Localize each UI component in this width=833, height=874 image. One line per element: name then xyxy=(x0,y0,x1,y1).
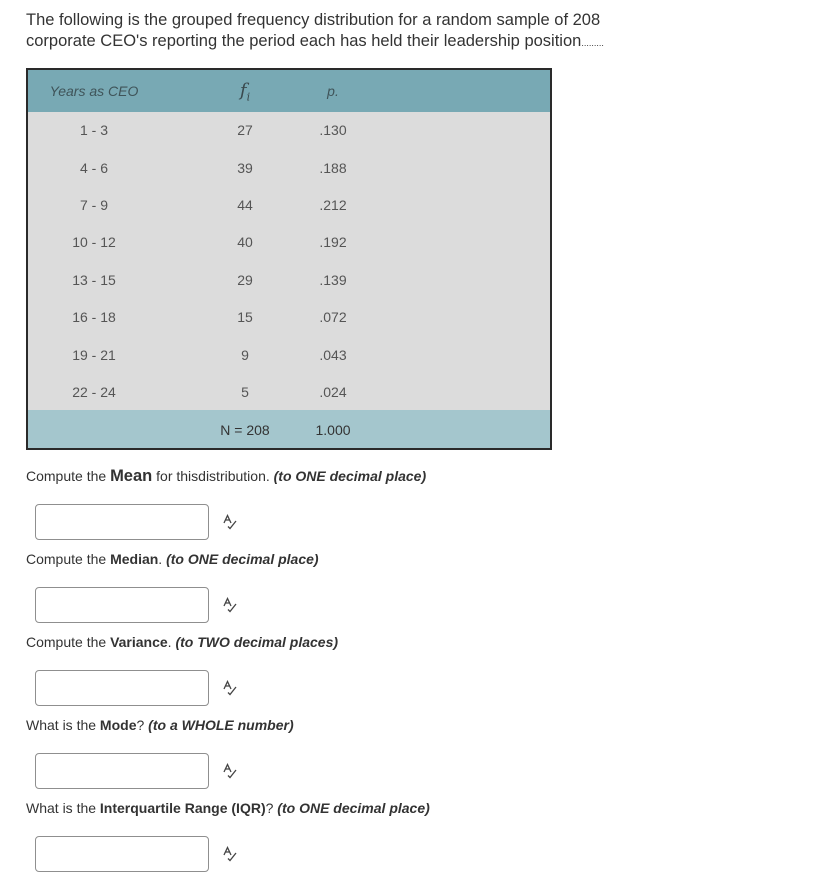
row-2-fi: 39 xyxy=(237,160,253,176)
q2-term: Median xyxy=(110,551,159,567)
q5-post: ? xyxy=(265,800,278,816)
table-footer xyxy=(28,410,550,448)
header-fi-sub: i xyxy=(246,90,251,104)
question-mean xyxy=(26,467,426,486)
q5-pre: What is the xyxy=(26,800,100,816)
row-5-fi: 29 xyxy=(237,272,253,288)
q4-hint: (to a WHOLE number) xyxy=(148,717,294,733)
row-7-years: 19 - 21 xyxy=(72,347,116,363)
q3-hint: (to TWO decimal places) xyxy=(175,634,339,650)
frequency-table xyxy=(26,68,552,450)
intro-dots: ......... xyxy=(581,38,604,48)
mode-answer-input[interactable] xyxy=(35,753,209,789)
q5-term: Interquartile Range (IQR) xyxy=(99,800,266,816)
q2-post: . xyxy=(158,551,167,567)
question-median xyxy=(26,551,319,567)
q2-pre: Compute the xyxy=(26,551,111,567)
q2-hint: (to ONE decimal place) xyxy=(166,551,319,567)
row-7-fi: 9 xyxy=(241,347,249,363)
row-4-fi: 40 xyxy=(237,234,253,250)
q4-term: Mode xyxy=(99,717,137,733)
row-5-years: 13 - 15 xyxy=(72,272,116,288)
row-1-years: 1 - 3 xyxy=(79,122,109,138)
variance-answer-input[interactable] xyxy=(35,670,209,706)
row-6-fi: 15 xyxy=(237,309,253,325)
q1-term: Mean xyxy=(110,467,153,485)
header-years: Years as CEO xyxy=(49,83,139,99)
spellcheck-icon[interactable] xyxy=(222,514,238,530)
q4-pre: What is the xyxy=(26,717,100,733)
question-variance xyxy=(26,634,338,650)
median-answer-input[interactable] xyxy=(35,587,209,623)
row-2-p: .188 xyxy=(319,160,347,176)
header-fi-main: f xyxy=(239,80,247,101)
row-3-fi: 44 xyxy=(237,197,253,213)
row-3-years: 7 - 9 xyxy=(79,197,109,213)
q4-post: ? xyxy=(136,717,149,733)
question-intro xyxy=(26,10,666,54)
question-iqr xyxy=(26,800,430,816)
q3-term: Variance xyxy=(110,634,168,650)
mean-answer-input[interactable] xyxy=(35,504,209,540)
footer-p-total: 1.000 xyxy=(315,422,351,438)
header-fi xyxy=(240,80,250,104)
row-8-p: .024 xyxy=(319,384,347,400)
q5-hint: (to ONE decimal place) xyxy=(277,800,430,816)
iqr-answer-input[interactable] xyxy=(35,836,209,872)
question-mode xyxy=(26,717,294,733)
row-8-fi: 5 xyxy=(241,384,249,400)
table-header xyxy=(28,70,550,112)
q3-pre: Compute the xyxy=(26,634,111,650)
spellcheck-icon[interactable] xyxy=(222,680,238,696)
row-1-p: .130 xyxy=(319,122,347,138)
row-4-p: .192 xyxy=(319,234,347,250)
row-6-years: 16 - 18 xyxy=(72,309,116,325)
q1-post: for thisdistribution. xyxy=(152,468,274,484)
row-5-p: .139 xyxy=(319,272,347,288)
q1-pre: Compute the xyxy=(26,468,111,484)
row-7-p: .043 xyxy=(319,347,347,363)
footer-n: N = 208 xyxy=(220,422,270,438)
spellcheck-icon[interactable] xyxy=(222,763,238,779)
spellcheck-icon[interactable] xyxy=(222,597,238,613)
row-2-years: 4 - 6 xyxy=(79,160,109,176)
spellcheck-icon[interactable] xyxy=(222,846,238,862)
row-6-p: .072 xyxy=(319,309,347,325)
header-p: p. xyxy=(327,83,339,99)
row-4-years: 10 - 12 xyxy=(72,234,116,250)
q1-hint: (to ONE decimal place) xyxy=(273,468,427,484)
row-1-fi: 27 xyxy=(237,122,253,138)
intro-text: The following is the grouped frequency distribution for a random sample of 208 corporate CEO's reporting the period each has held their leadership position xyxy=(26,11,601,50)
q3-post: . xyxy=(167,634,176,650)
row-3-p: .212 xyxy=(319,197,347,213)
row-8-years: 22 - 24 xyxy=(72,384,116,400)
